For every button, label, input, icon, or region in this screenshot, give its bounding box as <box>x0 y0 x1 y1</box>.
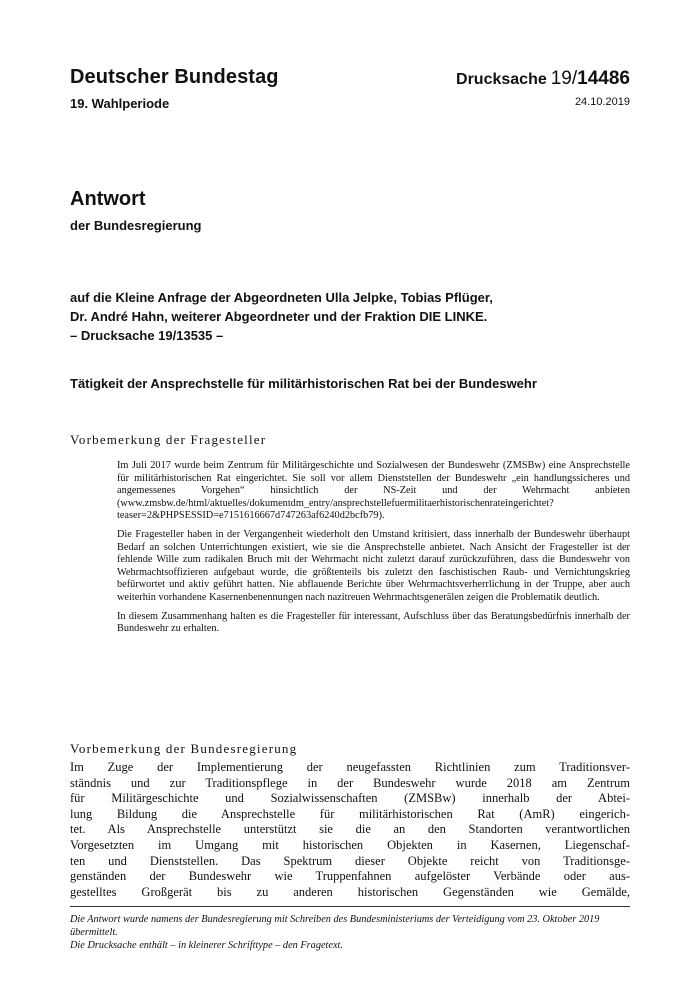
government-preface-line: ten und Dienststellen. Das Spektrum dieser Objekte reicht von Traditionsge- <box>70 853 630 868</box>
government-preface-line: gestelltes Großgerät bis zu anderen historischen Gegenständen wie Gemälde, <box>70 884 630 899</box>
inquiry-line-2: Dr. André Hahn, weiterer Abgeordneter und der Fraktion DIE LINKE. <box>70 309 488 324</box>
questioner-paragraph-1 <box>117 460 630 523</box>
government-preface-line: Vorgesetzten im Umgang mit historischen Objekten in Kasernen, Liegenschaf- <box>70 837 630 852</box>
questioner-paragraph-2: Die Fragesteller haben in der Vergangenheit wiederholt den Umstand kritisiert, dass innerhalb der Bundeswehr überhaupt Bedarf an solchen Unterrichtungen existiert, wie sie die Ansprechstelle anbietet. Nach Ansicht der Fragesteller ist der fehlende Wille zum radikalen Bruch mit der Wehrmacht nicht zuletzt darauf zurückzuführen, dass die Bundeswehr von Wehrmachtsoffizieren aufgebaut wurde, die größtenteils bis zuletzt den faschistischen Raub- und Vernichtungskrieg befürwortet und aktiv geführt hatten. Nie abflauende Berichte über Wehrmachtsverherrlichung in der Truppe, aber auch weiterhin vorhandene Kasernenbenennungen nach nazitreuen Wehrmachtsgenerälen zeigen die Problematik deutlich. <box>117 528 630 603</box>
legislative-period: 19. Wahlperiode <box>70 96 170 111</box>
questioner-paragraph-1-text: Im Juli 2017 wurde beim Zentrum für Militärgeschichte und Sozialwesen der Bundeswehr (ZMSBw) eine Ansprechstelle für militärhistorischen Rat eingerichtet. Sie soll vor allem Dienststellen der Bundeswehr „ein handlungssicheres und angemessenes Vorgehen“ hinsichtlich der NS-Zeit und der Wehrmacht anbieten <box>117 460 630 497</box>
questioner-paragraph-3: In diesem Zusammenhang halten es die Fragesteller für interessant, Aufschluss über das Beratungsbedürfnis innerhalb der Bundeswehr zu erhalten. <box>117 610 630 635</box>
document-date: 24.10.2019 <box>574 96 630 108</box>
footnote-line-2: Die Drucksache enthält – in kleinerer Schrifttype – den Fragetext. <box>70 940 343 951</box>
government-preface-line: genständen der Bundeswehr wie Truppenfahnen aufgelöster Verbände oder aus- <box>70 869 630 884</box>
drucksache-number: 14486 <box>577 68 630 89</box>
inquiry-reference <box>70 288 630 345</box>
government-preface-line: Im Zuge der Implementierung der neugefassten Richtlinien zum Traditionsver- <box>70 760 630 774</box>
government-preface-line: tet. Als Ansprechstelle unterstützt sie die an den Standorten verantwortlichen <box>70 822 630 837</box>
drucksache-label: Drucksache <box>456 71 547 88</box>
document-byline: der Bundesregierung <box>70 218 202 233</box>
questioner-preface-heading: Vorbemerkung der Fragesteller <box>70 432 267 447</box>
inquiry-line-1: auf die Kleine Anfrage der Abgeordneten Ulla Jelpke, Tobias Pflüger, <box>70 290 493 305</box>
document-title: Antwort <box>70 188 146 210</box>
government-preface-body <box>70 760 630 900</box>
inquiry-topic: Tätigkeit der Ansprechstelle für militärhistorischen Rat bei der Bundeswehr <box>70 376 537 391</box>
footnote-line-1: Die Antwort wurde namens der Bundesregierung mit Schreiben des Bundesministeriums der Verteidigung vom 23. Oktober 2019 übermittelt. <box>70 914 600 938</box>
government-preface-heading: Vorbemerkung der Bundesregierung <box>70 741 298 756</box>
government-preface-line: lung Bildung die Ansprechstelle für militärhistorischen Rat (AmR) eingerich- <box>70 806 630 821</box>
footnote <box>70 913 630 952</box>
government-preface-line: ständnis und zur Traditionspflege in der Bundeswehr wurde 2018 am Zentrum <box>70 775 630 790</box>
document-issuer: Deutscher Bundestag <box>70 66 279 88</box>
drucksache-number-block <box>456 68 630 90</box>
questioner-paragraph-1-url: (www.zmsbw.de/html/aktuelles/dokumentdm_entry/ansprechstellefuermilitaerhistorischenrateingerichtet?teaser=2&PHPSESSID=e7151616667d747263af6240d2bcfb79). <box>117 497 554 522</box>
questioner-preface-body <box>117 460 630 642</box>
drucksache-period: 19/ <box>550 68 578 89</box>
inquiry-line-3: – Drucksache 19/13535 – <box>70 328 224 343</box>
government-preface-line: für Militärgeschichte und Sozialwissenschaften (ZMSBw) innerhalb der Abtei- <box>70 791 630 806</box>
footnote-divider <box>70 906 630 907</box>
